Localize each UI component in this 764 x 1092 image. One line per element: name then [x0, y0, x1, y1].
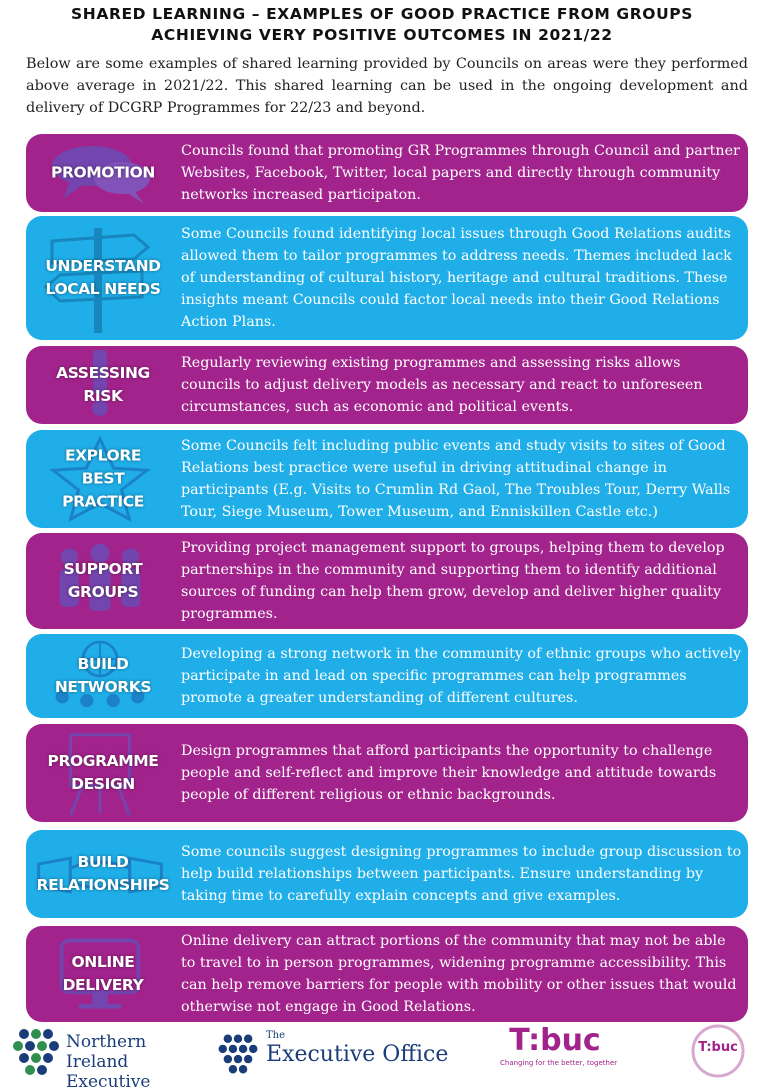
- nie-line-1: Northern Ireland: [66, 1032, 147, 1072]
- nie-line-2: Executive: [66, 1072, 151, 1092]
- hexagon-cluster-icon: [216, 1032, 260, 1076]
- hexagon-cluster-icon: [10, 1026, 62, 1078]
- section-label: BUILD NETWORKS: [54, 655, 152, 696]
- teo-main: Executive Office: [266, 1042, 449, 1067]
- section-text: Some Councils felt including public events and study visits to sites of Good Relations best practice were useful in driving attitudinal change in participants (E.g. Visits to Crumlin Rd Gaol, The Troubles Tour, Derry Walls Tour, Siege Museum, Tower Museum, and Enniskillen Castle etc.): [181, 438, 731, 520]
- section-build-networks: [26, 634, 748, 718]
- intro-paragraph: Below are some examples of shared learning provided by Councils on areas were they performed above average in 2021/22. This shared learning can be used in the ongoing development and delivery of DCGRP Programmes for 22/23 and beyond.: [26, 56, 748, 116]
- section-support-groups: [26, 533, 748, 629]
- section-label: SUPPORT GROUPS: [63, 560, 143, 601]
- section-text: Some councils suggest designing programmes to include group discussion to help build relationships between participants. Ensure understanding by taking time to carefully explain concepts and give examples.: [181, 844, 742, 904]
- section-label: PROGRAMME DESIGN: [47, 752, 159, 793]
- section-text: Councils found that promoting GR Programmes through Council and partner Websites, Facebook, Twitter, local papers and directly through community networks increased participaton.: [181, 143, 740, 203]
- page-title: [0, 4, 764, 46]
- tbuc-wordmark: T:buc: [509, 1023, 601, 1058]
- section-online-delivery: [26, 926, 748, 1022]
- council-logo: [690, 1024, 746, 1078]
- section-explore-best-practice: [26, 430, 748, 528]
- section-label: EXPLORE BEST PRACTICE: [62, 446, 144, 511]
- section-text: Developing a strong network in the community of ethnic groups who actively participate in and lead on specific programmes can help programmes promote a greater understanding of different cultures.: [181, 646, 742, 706]
- section-text: Design programmes that afford participants the opportunity to challenge people and self-reflect and improve their knowledge and attitude towards people of different religious or ethnic backgrounds.: [181, 743, 717, 803]
- teo-logo: [216, 1026, 456, 1078]
- title-line-1: SHARED LEARNING – EXAMPLES OF GOOD PRACTICE FROM GROUPS: [71, 5, 693, 23]
- section-text: Online delivery can attract portions of the community that may not be able to travel to in person programmes, widening programme accessibility. This can help remove barriers for people with mobility or other issues that would otherwise not engage in Good Relations.: [181, 933, 737, 1015]
- section-assessing-risk: [26, 346, 748, 424]
- council-wordmark: T:buc: [698, 1040, 738, 1055]
- section-promotion: [26, 134, 748, 212]
- section-label: PROMOTION: [51, 163, 155, 182]
- section-text: Some Councils found identifying local issues through Good Relations audits allowed them to tailor programmes to address needs. Themes included lack of understanding of cultural history, heritage and cultural traditions. These insights meant Councils could factor local needs into their Good Relations Action Plans.: [181, 226, 732, 330]
- section-label: UNDERSTAND LOCAL NEEDS: [45, 257, 161, 298]
- teo-small: The: [266, 1030, 286, 1041]
- nie-logo: [10, 1026, 200, 1092]
- footer-logos: [0, 1022, 764, 1092]
- section-label: BUILD RELATIONSHIPS: [36, 853, 170, 894]
- section-text: Providing project management support to groups, helping them to develop partnerships in the community and supporting them to identify additional sources of funding can help them grow, develop and deliver higher quality programmes.: [181, 540, 725, 622]
- section-programme-design: [26, 724, 748, 822]
- section-label: ASSESSING RISK: [56, 364, 150, 405]
- section-text: Regularly reviewing existing programmes and assessing risks allows councils to adjust delivery models as necessary and react to unforeseen circumstances, such as economic and political events.: [181, 355, 703, 415]
- tbuc-logo: [500, 1023, 618, 1078]
- tbuc-tagline: Changing for the better, together: [500, 1059, 618, 1067]
- section-understand-local-needs: [26, 216, 748, 340]
- section-label: ONLINE DELIVERY: [62, 953, 144, 994]
- title-line-2: ACHIEVING VERY POSITIVE OUTCOMES IN 2021/22: [151, 26, 613, 44]
- section-build-relationships: [26, 830, 748, 918]
